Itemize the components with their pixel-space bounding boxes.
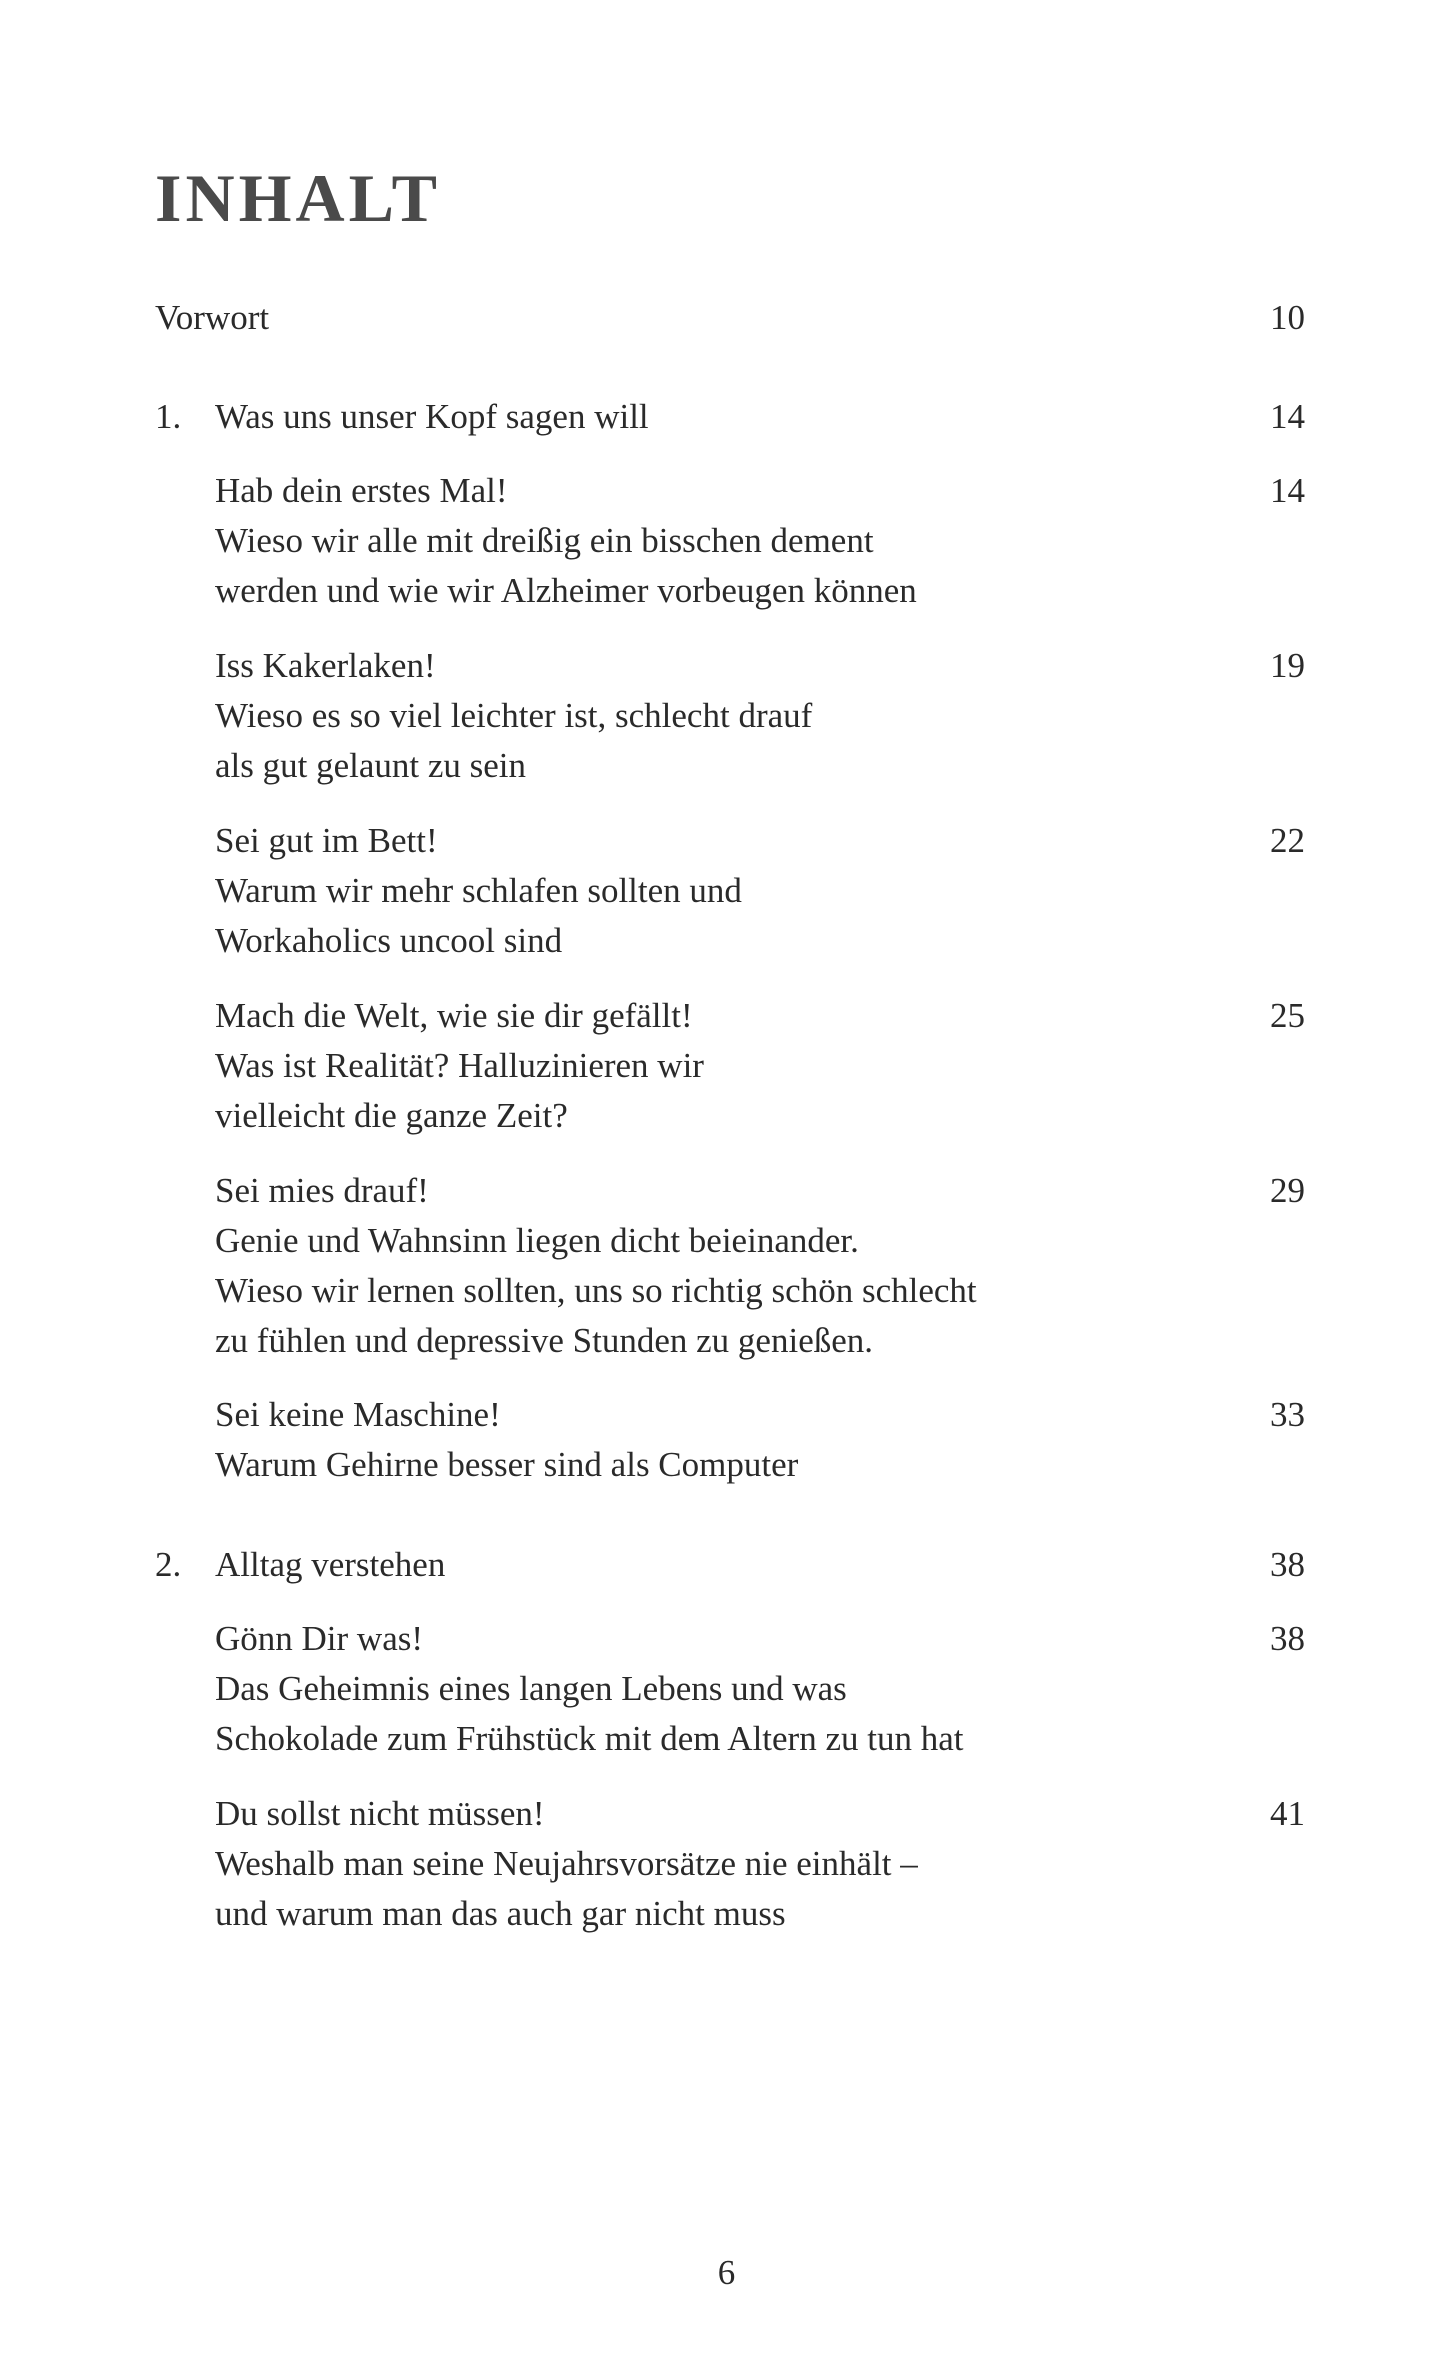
section-title: Hab dein erstes Mal! [215, 471, 508, 510]
section-title: Sei gut im Bett! [215, 821, 438, 860]
section-subtitle-line: Workaholics uncool sind [215, 921, 563, 960]
chapter-number: 2. [155, 1545, 182, 1584]
toc-page-number: 33 [1270, 1395, 1305, 1434]
chapter-title: Alltag verstehen [215, 1545, 446, 1584]
toc-page-number: 29 [1270, 1171, 1305, 1210]
section-subtitle-line: Wieso wir alle mit dreißig ein bisschen dement [215, 521, 874, 560]
section-title: Sei keine Maschine! [215, 1395, 501, 1434]
section-subtitle-line: und warum man das auch gar nicht muss [215, 1894, 786, 1933]
toc-page-number: 10 [1270, 298, 1305, 337]
section-subtitle-line: Genie und Wahnsinn liegen dicht beieinander. [215, 1221, 859, 1260]
section-subtitle-line: Warum wir mehr schlafen sollten und [215, 871, 742, 910]
toc-page-number: 14 [1270, 471, 1305, 510]
toc-page-number: 41 [1270, 1794, 1305, 1833]
section-title: Gönn Dir was! [215, 1619, 424, 1658]
section-subtitle-line: vielleicht die ganze Zeit? [215, 1096, 568, 1135]
section-subtitle-line: Warum Gehirne besser sind als Computer [215, 1445, 799, 1484]
toc-heading: INHALT [155, 160, 442, 236]
chapter-number: 1. [155, 397, 182, 436]
section-subtitle-line: als gut gelaunt zu sein [215, 746, 527, 785]
chapter-title: Was uns unser Kopf sagen will [215, 397, 649, 436]
section-subtitle-line: zu fühlen und depressive Stunden zu genießen. [215, 1321, 874, 1360]
section-subtitle-line: Schokolade zum Frühstück mit dem Altern zu tun hat [215, 1719, 964, 1758]
toc-entry-title: Vorwort [155, 298, 270, 337]
section-subtitle-line: Das Geheimnis eines langen Lebens und was [215, 1669, 847, 1708]
section-subtitle-line: Wieso es so viel leichter ist, schlecht drauf [215, 696, 813, 735]
section-title: Sei mies drauf! [215, 1171, 429, 1210]
page-number: 6 [717, 2253, 736, 2292]
section-subtitle-line: Weshalb man seine Neujahrsvorsätze nie einhält – [215, 1844, 918, 1883]
toc-page-number: 19 [1270, 646, 1305, 685]
section-title: Mach die Welt, wie sie dir gefällt! [215, 996, 693, 1035]
toc-page-number: 25 [1270, 996, 1305, 1035]
toc-page-number: 38 [1270, 1545, 1305, 1584]
section-subtitle-line: Was ist Realität? Halluzinieren wir [215, 1046, 704, 1085]
section-subtitle-line: Wieso wir lernen sollten, uns so richtig schön schlecht [215, 1271, 977, 1310]
toc-page-number: 38 [1270, 1619, 1305, 1658]
section-subtitle-line: werden und wie wir Alzheimer vorbeugen können [215, 571, 917, 610]
toc-page-number: 14 [1270, 397, 1305, 436]
section-title: Iss Kakerlaken! [215, 646, 436, 685]
toc-page-number: 22 [1270, 821, 1305, 860]
section-title: Du sollst nicht müssen! [215, 1794, 545, 1833]
